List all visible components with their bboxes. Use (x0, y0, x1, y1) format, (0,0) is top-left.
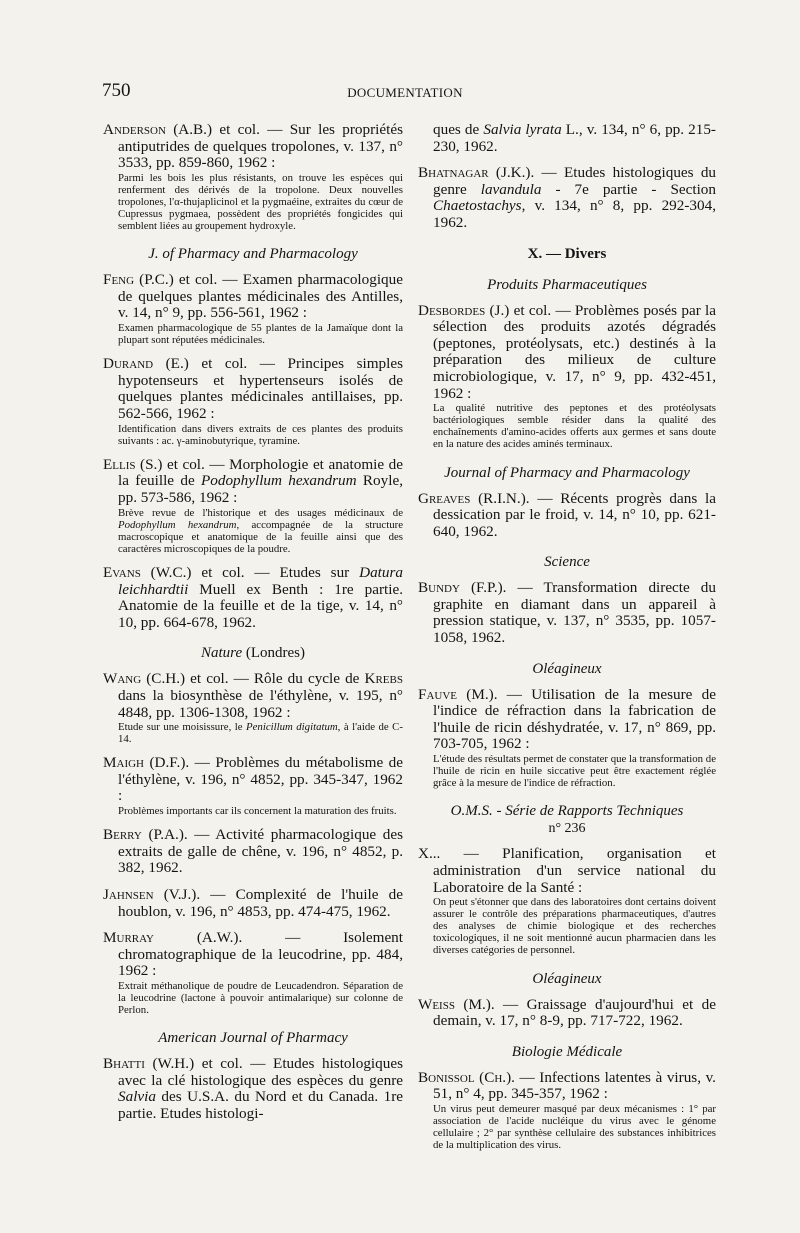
entry-citation: . — Etudes histologiques du genre (433, 164, 717, 198)
entry-author: Bhatnagar (J.K.) (418, 164, 531, 182)
abstract-text: , à l'aide de C-14. (118, 721, 403, 746)
bibliography-entry (418, 165, 716, 231)
entry-author: Murray (A.W.) (103, 929, 239, 947)
bibliography-entry (103, 930, 403, 1016)
entry-abstract: On peut s'étonner que dans des laboratoires dont certains doivent assurer le contrôle des préparations pharmaceutiques, d'autres des analyses de chimie biologique et des recherches toxicologiques, il ne soit mentionné aucun pharmacien dans les diverses catégories de personnel. (433, 896, 716, 957)
entry-citation: et col. — Principes simples hypotenseurs et hypertenseurs isolés de quelques plantes médicinales antillaises, pp. 562-566, 1962 : (118, 355, 403, 422)
entry-author: Ellis (S.) (103, 455, 163, 473)
species-name: Salvia (118, 1088, 156, 1106)
abstract-text: Etude sur une moisissure, le (118, 721, 247, 734)
species-name: Podophyllum hexandrum (118, 518, 237, 531)
species-name: Penicillum digitatum (246, 721, 338, 734)
entry-citation: . — Infections latentes à virus, v. 51, n° 4, pp. 345-357, 1962 : (433, 1068, 716, 1103)
entry-citation: et col. — Problèmes posés par la sélection des produits azotés dégradés (peptones, protéolysats, etc.) destinés à la préparation des milieux de culture microbiologique, v. 17, n° 9, pp. 432-451, 1962 : (433, 301, 716, 402)
bibliography-entry (103, 565, 403, 631)
entry-author: Feng (P.C.) (103, 271, 174, 289)
entry-author-name: Krebs (364, 670, 403, 688)
entry-citation: et col. — Sur les propriétés antiputrides de quelques tropolones, v. 137, n° 3533, pp. 859-860, 1962 : (118, 121, 403, 172)
entry-citation: . — Récents progrès dans la dessication par le froid, v. 14, n° 10, pp. 621-640, 1962. (433, 489, 716, 540)
entry-author: Durand (E.) (103, 355, 189, 373)
section-heading: Biologie Médicale (511, 1043, 623, 1060)
page-number: 750 (102, 80, 131, 101)
entry-abstract: Parmi les bois les plus résistants, on trouve les espèces qui renferment des dérivés de la tropolone. Deux nouvelles tropolones, l'α-thujaplicinol et la pygmaéine, extraites du cœur de Cupressus pygmaea, possèdent des propriétés fongicides qui semblent liées au groupement hydroxyle. (118, 171, 403, 233)
entry-citation: et col. — Examen pharmacologique de quelques plantes médicinales des Antilles, v. 14, n° 9, pp. 556-561, 1962 : (118, 271, 403, 322)
entry-citation-end: des U.S.A. du Nord et du Canada. 1re partie. Etudes histologi- (118, 1088, 403, 1122)
bibliography-entry (418, 303, 716, 451)
bibliography-entry (103, 272, 403, 346)
entry-author: Bonissol (Ch.) (418, 1068, 512, 1086)
entry-author: Fauve (M.) (418, 685, 494, 703)
entry-abstract: Extrait méthanolique de poudre de Leucadendron. Séparation de la leucodrine (lactone à pouvoir antimalarique) sur colonne de Perlon. (118, 979, 403, 1017)
bibliography-entry (418, 580, 716, 646)
bibliography-entry-continued (418, 122, 716, 155)
species-name: Salvia lyrata (483, 121, 562, 138)
entry-citation: . — Transformation directe du graphite en diamant dans un appareil à pression statique, v. 137, n° 3535, pp. 1057-1058, 1962. (433, 579, 716, 647)
entry-citation: ques de (433, 121, 484, 138)
abstract-text: Brève revue de l'historique et des usages médicinaux de (118, 506, 403, 519)
bibliography-entry (103, 122, 403, 232)
genus-name: lavandula (480, 180, 542, 198)
bibliography-entry (103, 887, 403, 920)
right-column (418, 122, 716, 1151)
entry-citation-end: , v. 134, n° 8, pp. 292-304, 1962. (433, 197, 716, 231)
section-heading: American Journal of Pharmacy (158, 1030, 348, 1047)
entry-citation: X... — Planification, organisation et administration d'un service national du Laboratoire de la Santé : (418, 845, 716, 896)
entry-author: Desbordes (J.) (418, 301, 510, 319)
entry-author: Anderson (A.B.) (103, 121, 213, 138)
entry-citation: . — Isolement chromatographique de la leucodrine, pp. 484, 1962 : (118, 929, 403, 980)
entry-abstract: Problèmes importants car ils concernent la maturation des fruits. (118, 805, 397, 818)
bibliography-entry (103, 1056, 403, 1122)
entry-author: Bhatti (W.H.) (103, 1055, 195, 1073)
entry-author: Evans (W.C.) (103, 563, 192, 581)
section-heading: Oléagineux (532, 970, 602, 987)
section-heading: Journal of Pharmacy and Pharmacology (444, 464, 690, 481)
entry-abstract (118, 507, 403, 555)
entry-author: Weiss (M.) (418, 995, 491, 1013)
entry-citation: . — Graissage d'aujourd'hui et de demain, v. 17, n° 8-9, pp. 717-722, 1962. (433, 995, 717, 1030)
entry-abstract: Un virus peut demeurer masqué par deux mécanismes : 1° par association de l'acide nucléique du virus avec le génome cellulaire ; 2° par synthèse cellulaire des substances inhibitrices de la multiplication des virus. (433, 1102, 716, 1152)
bibliography-entry (418, 491, 716, 541)
bibliography-entry (103, 755, 403, 817)
left-column (103, 122, 403, 1123)
species-name: Datura leichhardtii (118, 563, 403, 598)
section-heading: Oléagineux (532, 660, 602, 677)
entry-author: Wang (C.H.) (103, 670, 186, 688)
entry-citation-end: Royle, pp. 573-586, 1962 : (118, 472, 403, 506)
page-header (102, 80, 708, 104)
journal-location: (Londres) (242, 645, 306, 662)
abstract-text: , accompagnée de la structure macroscopique et anatomique de la feuille ainsi que des caractères microscopiques de la poudre. (118, 518, 403, 555)
section-heading: J. of Pharmacy and Pharmacology (148, 246, 358, 263)
section-name: Chaetostachys (433, 197, 522, 215)
section-heading (103, 645, 403, 662)
entry-citation-end: Muell ex Benth : 1re partie. Anatomie de la feuille et de la tige, v. 14, n° 10, pp. 664-678, 1962. (118, 580, 403, 631)
entry-author: Jahnsen (V.J.) (103, 885, 197, 903)
running-head: DOCUMENTATION (347, 85, 463, 100)
entry-citation: et col. — Etudes histologiques avec la clé histologique des espèces du genre (118, 1055, 403, 1089)
entry-abstract: La qualité nutritive des peptones et des protéolysats bactériologiques semble résider dans la qualité des enchaînements d'amino-acides offerts aux germes et sans doute en la nature des acides aminés terminaux. (433, 402, 716, 451)
entry-citation: et col. — Morphologie et anatomie de la feuille de (118, 455, 403, 490)
entry-author: Greaves (R.I.N.) (418, 489, 526, 507)
bibliography-entry (418, 997, 716, 1030)
entry-abstract (118, 721, 403, 745)
entry-abstract: L'étude des résultats permet de constater que la transformation de l'huile de ricin en huile siccative peut être exactement réglée grâce à la mesure de l'indice de réfraction. (433, 753, 716, 790)
chapter-heading: X. — Divers (527, 245, 607, 262)
entry-citation: et col. — Rôle du cycle de (185, 670, 365, 688)
entry-author: Berry (P.A.) (103, 826, 184, 844)
section-subheading: n° 236 (548, 821, 586, 837)
bibliography-entry (418, 846, 716, 956)
entry-citation-mid: - 7e partie - Section (541, 180, 716, 198)
entry-abstract: Identification dans divers extraits de ces plantes des produits suivants : ac. γ-aminobutyrique, tyramine. (118, 422, 403, 447)
section-heading: O.M.S. - Série de Rapports Techniques (450, 803, 684, 820)
entry-citation: . — Complexité de l'huile de houblon, v. 196, n° 4853, pp. 474-475, 1962. (118, 885, 404, 920)
bibliography-entry (418, 1070, 716, 1152)
entry-citation: . — Activité pharmacologique des extraits de galle de chêne, v. 196, n° 4852, p. 382, 1962. (118, 826, 403, 877)
bibliography-entry (103, 457, 403, 555)
section-heading: Science (544, 554, 590, 571)
entry-citation: . — Utilisation de la mesure de l'indice de réfraction dans la fabrication de l'huile de ricin déshydratée, v. 17, n° 869, pp. 703-705, 1962 : (433, 685, 716, 753)
entry-citation: . — Problèmes du métabolisme de l'éthylène, v. 196, n° 4852, pp. 345-347, 1962 : (118, 754, 404, 805)
entry-citation-end: L., v. 134, n° 6, pp. 215-230, 1962. (433, 121, 716, 155)
entry-author: Bundy (F.P.) (418, 579, 503, 597)
section-heading: Produits Pharmaceutiques (487, 276, 647, 293)
bibliography-entry (418, 687, 716, 790)
entry-author: Maigh (D.F.) (103, 754, 186, 772)
journal-name: Nature (200, 645, 243, 662)
bibliography-entry (103, 356, 403, 447)
entry-citation-end: dans la biosynthèse de l'éthylène, v. 195, n° 4848, pp. 1306-1308, 1962 : (118, 686, 403, 721)
bibliography-entry (103, 671, 403, 745)
bibliography-entry (103, 827, 403, 877)
entry-abstract: Examen pharmacologique de 55 plantes de la Jamaïque dont la plupart sont réputées médicinales. (118, 322, 403, 347)
entry-citation: et col. — Etudes sur (191, 563, 360, 581)
species-name: Podophyllum hexandrum (201, 472, 357, 490)
